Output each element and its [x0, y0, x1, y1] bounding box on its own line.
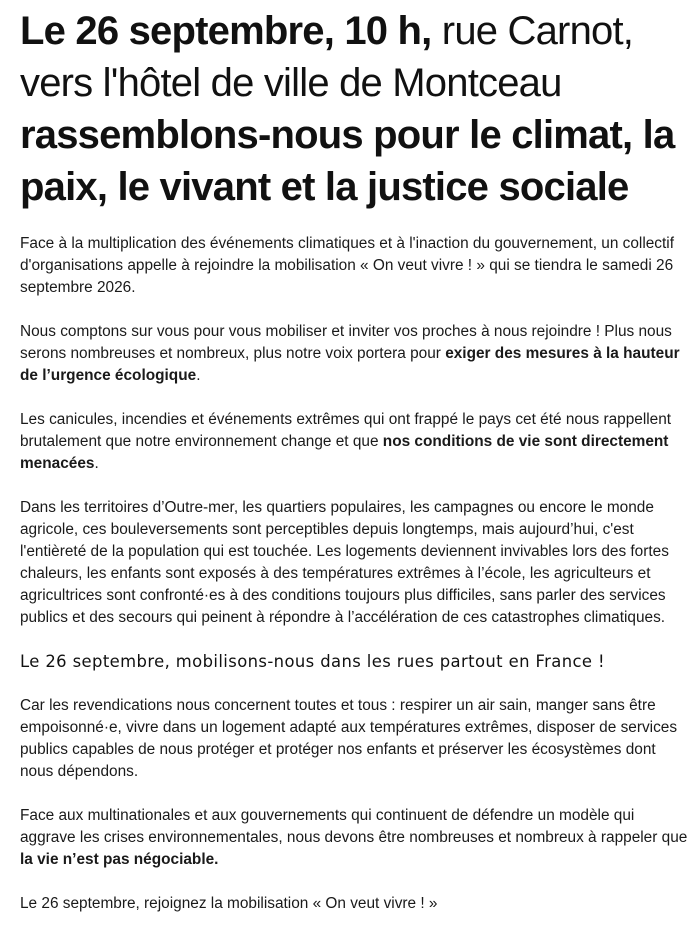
subheading: Le 26 septembre, mobilisons-nous dans les rues partout en France ! [20, 652, 605, 671]
article-body [20, 233, 688, 915]
paragraph-heatwaves-emphasis: nos conditions de vie sont directement menacées [20, 433, 669, 472]
paragraph-multinationals-text: Face aux multinationales et aux gouvernements qui continuent de défendre un modèle qui aggrave les crises environnementales, nous devons être nombreuses et nombreux à rappeler que [20, 807, 688, 846]
paragraph-mobilize-emphasis: exiger des mesures à la hauteur de l’urgence écologique [20, 345, 680, 384]
paragraph-multinationals [20, 805, 688, 871]
paragraph-mobilize-end: . [196, 367, 201, 384]
paragraph-heatwaves-text: Les canicules, incendies et événements extrêmes qui ont frappé le pays cet été nous rappellent brutalement que notre environnement change et que [20, 411, 672, 450]
paragraph-intro: Face à la multiplication des événements climatiques et à l'inaction du gouvernement, un collectif d'organisations appelle à rejoindre la mobilisation « On veut vivre ! » qui se tiendra le samedi 26 septembre 2026. [20, 235, 674, 296]
paragraph-territories: Dans les territoires d’Outre-mer, les quartiers populaires, les campagnes ou encore le monde agricole, ces bouleversements sont perceptibles depuis longtemps, mais aujourd’hui, c'est l'entièreté de la population qui est touchée. Les logements deviennent invivables lors des fortes chaleurs, les enfants sont exposés à des températures extrêmes à l’école, les agriculteurs et agricultrices sont confronté·es à des conditions toujours plus difficiles, sans parler des services publics et des secours qui peinent à répondre à l’accélération de ces catastrophes climatiques. [20, 499, 669, 626]
paragraph-mobilize [20, 321, 688, 387]
headline-call-line-1: rassemblons-nous pour le climat, la [20, 113, 675, 157]
paragraph-demands: Car les revendications nous concernent toutes et tous : respirer un air sain, manger sans être empoisonné·e, vivre dans un logement adapté aux températures extrêmes, disposer de services publics capables de nous protéger et protéger nos enfants et préserver les écosystèmes dont nous dépendons. [20, 697, 678, 780]
paragraph-mobilize-text: Nous comptons sur vous pour vous mobiliser et inviter vos proches à nous rejoindre ! Plus nous serons nombreuses et nombreux, plus notre voix portera pour [20, 323, 672, 362]
headline-call-line-2: paix, le vivant et la justice sociale [20, 165, 629, 209]
headline [20, 0, 688, 213]
paragraph-heatwaves-end: . [94, 455, 99, 472]
headline-street: rue Carnot, [431, 9, 634, 53]
paragraph-closing: Le 26 septembre, rejoignez la mobilisation « On veut vivre ! » [20, 895, 438, 912]
paragraph-heatwaves [20, 409, 688, 475]
headline-location: vers l'hôtel de ville de Montceau [20, 61, 562, 105]
paragraph-multinationals-emphasis: la vie n’est pas négociable. [20, 851, 219, 868]
headline-date-time: Le 26 septembre, 10 h, [20, 9, 432, 53]
